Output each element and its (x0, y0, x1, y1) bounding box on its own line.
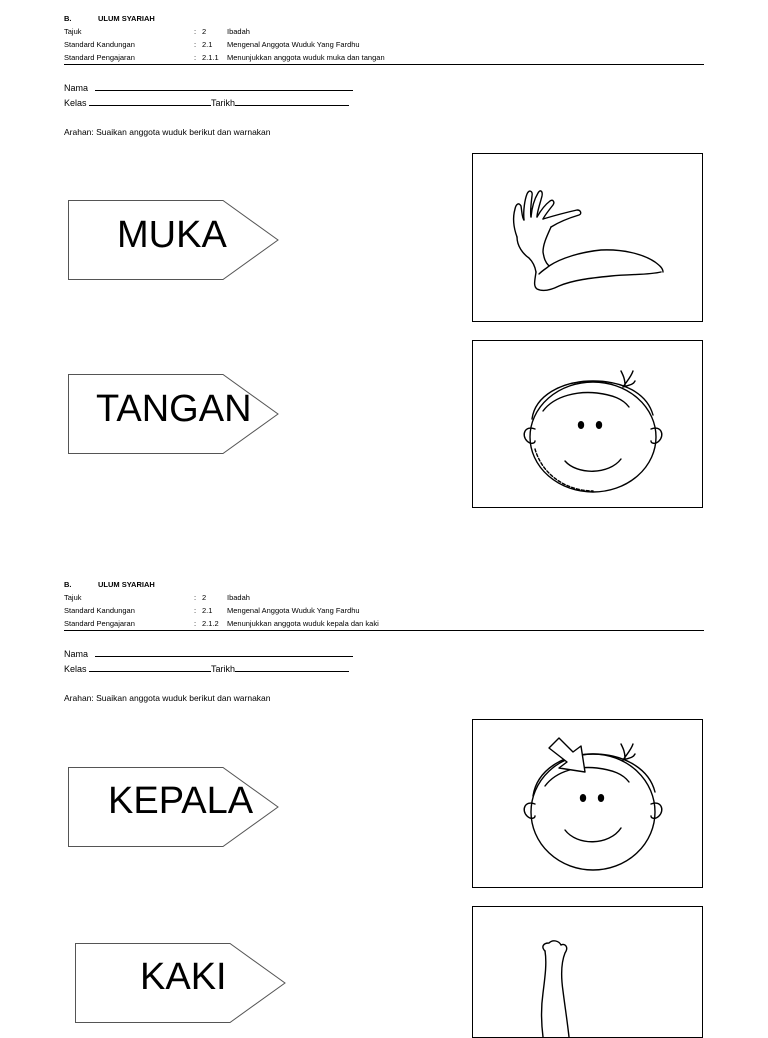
kelas-label: Kelas (64, 98, 87, 108)
picture-box-foot[interactable] (472, 906, 703, 1038)
info-text: Ibadah (227, 593, 250, 602)
info-code: 2.1 (202, 606, 213, 615)
section-label: B. (64, 580, 72, 589)
boy-head-pointer-icon (473, 720, 702, 887)
kelas-blank-line[interactable] (89, 96, 211, 106)
info-label: Standard Kandungan (64, 40, 135, 49)
boy-face-icon (473, 341, 702, 507)
info-code: 2 (202, 27, 207, 36)
section-title: ULUM SYARIAH (98, 14, 155, 23)
section-label: B. (64, 14, 72, 23)
info-colon: : (194, 593, 197, 602)
info-code: 2 (202, 593, 207, 602)
info-label: Standard Kandungan (64, 606, 135, 615)
nama-label: Nama (64, 83, 89, 93)
word-card-label: TANGAN (96, 388, 252, 430)
info-code: 2.1 (202, 40, 213, 49)
info-colon: : (194, 40, 197, 49)
section-title: ULUM SYARIAH (98, 580, 155, 589)
nama-field (64, 647, 353, 659)
kelas-tarikh-field (64, 96, 349, 108)
info-label: Standard Pengajaran (64, 619, 135, 628)
nama-blank-line[interactable] (95, 647, 353, 657)
info-text: Ibadah (227, 27, 250, 36)
arm-drawing-icon (473, 154, 702, 321)
word-card-tangan[interactable] (68, 374, 280, 454)
section-2-header (64, 580, 704, 632)
kelas-label: Kelas (64, 664, 87, 674)
word-card-muka[interactable] (68, 200, 280, 280)
tarikh-blank-line[interactable] (235, 96, 349, 106)
info-label: Tajuk (64, 27, 82, 36)
info-code: 2.1.2 (202, 619, 219, 628)
word-card-kaki[interactable] (75, 943, 287, 1023)
tarikh-label: Tarikh (211, 664, 236, 674)
instruction-text: Arahan: Suaikan anggota wuduk berikut dan warnakan (64, 127, 271, 137)
info-text: Mengenal Anggota Wuduk Yang Fardhu (227, 606, 360, 615)
kelas-blank-line[interactable] (89, 662, 211, 672)
picture-box-arm[interactable] (472, 153, 703, 322)
info-colon: : (194, 619, 197, 628)
word-card-label: KEPALA (108, 780, 254, 822)
nama-label: Nama (64, 649, 89, 659)
picture-box-head[interactable] (472, 719, 703, 888)
info-text: Menunjukkan anggota wuduk kepala dan kaki (227, 619, 379, 628)
foot-icon (473, 907, 702, 1037)
info-code: 2.1.1 (202, 53, 219, 62)
info-label: Standard Pengajaran (64, 53, 135, 62)
info-colon: : (194, 27, 197, 36)
nama-field (64, 81, 353, 93)
info-colon: : (194, 606, 197, 615)
nama-blank-line[interactable] (95, 81, 353, 91)
header-divider (64, 64, 704, 65)
tarikh-label: Tarikh (211, 98, 236, 108)
word-card-label: KAKI (140, 956, 227, 998)
word-card-kepala[interactable] (68, 767, 280, 847)
section-1-header (64, 14, 704, 66)
word-card-label: MUKA (117, 214, 227, 256)
info-text: Menunjukkan anggota wuduk muka dan tangan (227, 53, 385, 62)
header-divider (64, 630, 704, 631)
info-label: Tajuk (64, 593, 82, 602)
kelas-tarikh-field (64, 662, 349, 674)
tarikh-blank-line[interactable] (235, 662, 349, 672)
instruction-text: Arahan: Suaikan anggota wuduk berikut dan warnakan (64, 693, 271, 703)
info-text: Mengenal Anggota Wuduk Yang Fardhu (227, 40, 360, 49)
info-colon: : (194, 53, 197, 62)
picture-box-face[interactable] (472, 340, 703, 508)
